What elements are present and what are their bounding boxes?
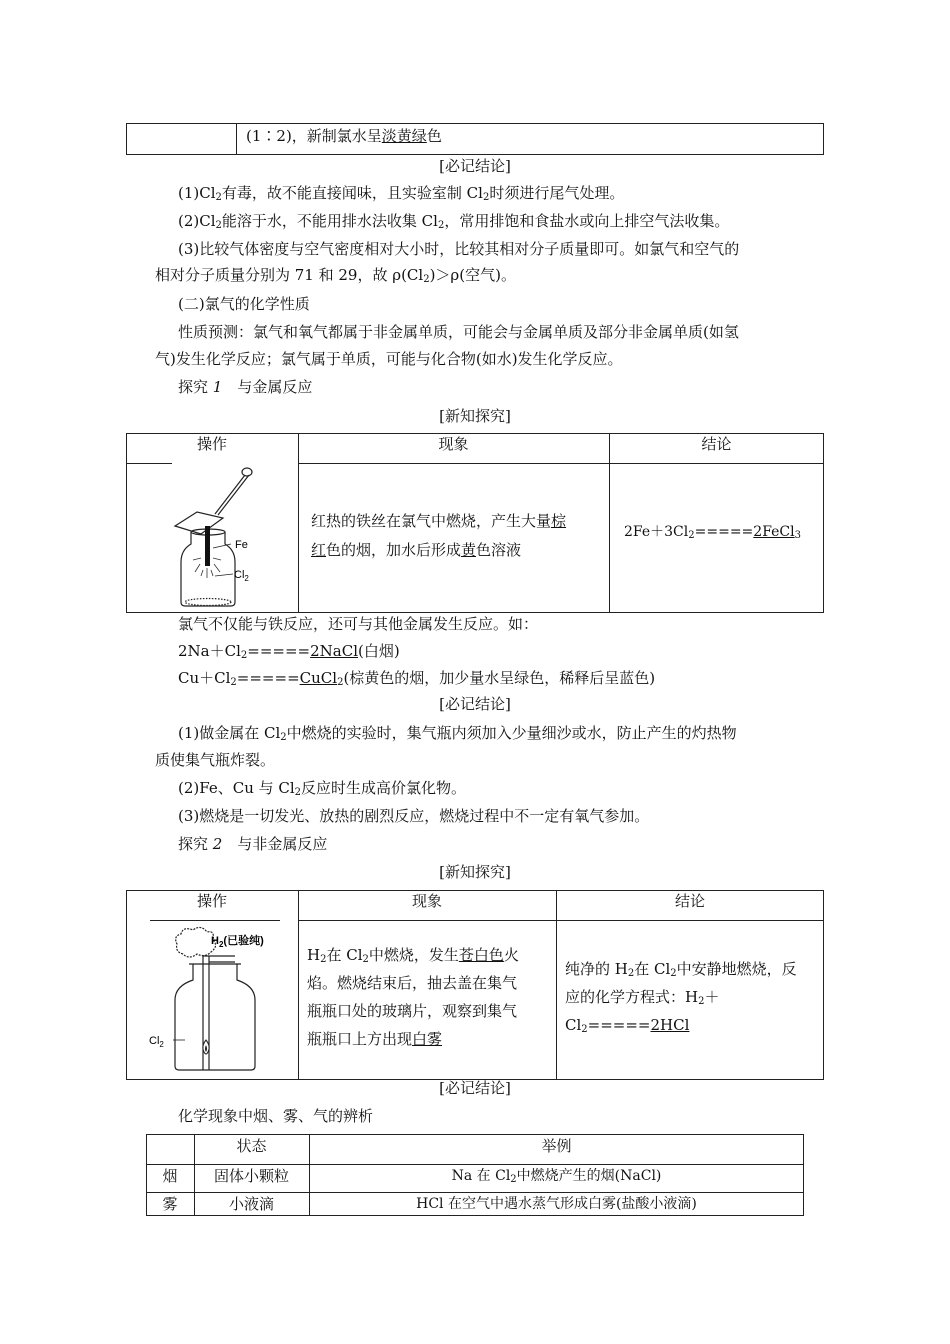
explore1-header-operation: 操作	[196, 435, 227, 453]
glass-cover-plate	[175, 512, 223, 534]
section2-title: (二)氯气的化学性质	[178, 295, 310, 313]
top-table-divider	[236, 123, 237, 155]
top-table-cell	[246, 126, 442, 148]
section3-item3: (3)燃烧是一切发光、放热的剧烈反应，燃烧过程中不一定有氧气参加。	[178, 807, 650, 825]
explore2-header-conclusion: 结论	[674, 892, 705, 910]
smoke-fog-header-state: 状态	[236, 1137, 267, 1155]
row-fog-example: HCl 在空气中遇水蒸气形成白雾(盐酸小液滴)	[416, 1196, 697, 1212]
prediction-line2: 气)发生化学反应；氯气属于单质，可能与化合物(如水)发生化学反应。	[155, 350, 623, 368]
smoke-fog-row-line1	[146, 1164, 804, 1165]
cu-equation: $Cu+Cl_2=====CuCl_2$(棕黄色的烟，加少量水呈绿色，稀释后呈蓝色)	[178, 669, 656, 688]
section1-item1: $(1)Cl_2$有毒，故不能直接闻味，且实验室制 $Cl_2$时须进行尾气处理。	[178, 184, 625, 203]
cl2-label: $Cl_2$	[149, 1035, 164, 1049]
section3-item1-line1: (1)做金属在 $Cl_2$中燃烧的实验时，集气瓶内须加入少量细沙或水，防止产生的灼热物	[178, 724, 737, 743]
explore2-header-operation: 操作	[196, 892, 227, 910]
cell-underlined: 淡黄绿	[381, 127, 427, 145]
top-table	[126, 123, 824, 155]
explore1-col-div2	[609, 433, 610, 613]
explore1-heading: [新知探究]	[439, 407, 511, 425]
section1-heading: [必记结论]	[439, 157, 511, 175]
na-equation: $2Na+Cl_2=====2NaCl$(白烟)	[178, 642, 400, 661]
explore2-col-div1	[298, 890, 299, 1080]
cl2-label: $Cl_2$	[234, 569, 249, 583]
row-smoke-name: 烟	[162, 1167, 178, 1185]
section4-heading: [必记结论]	[439, 1079, 511, 1097]
explore2-heading: [新知探究]	[439, 863, 511, 881]
section3-item1-line2: 质使集气瓶炸裂。	[155, 751, 276, 769]
explore2-col-div2	[556, 890, 557, 1080]
explore2-header-line-right	[298, 920, 824, 921]
metals-intro: 氯气不仅能与铁反应，还可与其他金属发生反应。如：	[178, 615, 539, 633]
smoke-cloud	[176, 927, 216, 957]
explore1-phenomenon: 红热的铁丝在氯气中燃烧，产生大量棕 红色的烟，加水后形成黄色溶液	[311, 512, 567, 559]
section1-item3-line2: 相对分子质量分别为 71 和 29，故 $\rho(Cl_2)>\rho$(空气)。	[155, 266, 516, 285]
explore2-conclusion: 纯净的 $H_2$在 $Cl_2$中安静地燃烧，反 应的化学方程式：$H_2+$ $Cl_2=====2HCl$	[565, 960, 797, 1035]
row-smoke-state: 固体小颗粒	[213, 1167, 289, 1185]
gas-bottle	[175, 964, 255, 1070]
fe-label: Fe	[235, 539, 248, 551]
cell-tail: 色	[426, 127, 442, 145]
explore2-header-phenomenon: 现象	[411, 892, 442, 910]
explore1-col-div1	[298, 433, 299, 613]
wire-coil-handle	[242, 468, 252, 476]
section1-item2: $(2)Cl_2$能溶于水，不能用排水法收集 $Cl_2$，常用排饱和食盐水或向上排空气法收集。	[178, 212, 730, 231]
explore2-phenomenon: $H_2$在 $Cl_2$中燃烧，发生苍白色火 焰。燃烧结束后，抽去盖在集气 瓶瓶口处的玻璃片，观察到集气 瓶瓶口上方出现白雾	[307, 946, 519, 1048]
h2-label: $H_2$(已验纯)	[211, 935, 264, 949]
explore2-header-line-left	[150, 920, 280, 921]
explore1-conclusion: $2Fe+3Cl_2=====2FeCl_3$	[624, 524, 801, 541]
section4-intro: 化学现象中烟、雾、气的辨析	[178, 1107, 374, 1125]
iron-burning-apparatus-figure	[165, 464, 275, 610]
section1-item3-line1: (3)比较气体密度与空气密度相对大小时，比较其相对分子质量即可。如氯气和空气的	[178, 240, 740, 258]
explore1-title: 探究 1 与金属反应	[178, 378, 313, 396]
explore2-title: 探究 2 与非金属反应	[178, 835, 328, 853]
explore1-header-phenomenon: 现象	[438, 435, 469, 453]
hydrogen-burning-apparatus-figure	[145, 922, 295, 1077]
smoke-fog-row-line2	[146, 1192, 804, 1193]
explore1-header-conclusion: 结论	[701, 435, 732, 453]
smoke-fog-header-example: 举例	[541, 1137, 572, 1155]
row-fog-name: 雾	[162, 1195, 178, 1213]
section3-item2: (2)Fe、Cu 与 $Cl_2$反应时生成高价氯化物。	[178, 779, 467, 798]
row-fog-state: 小液滴	[228, 1195, 274, 1213]
section3-heading: [必记结论]	[439, 695, 511, 713]
cell-text: (1∶2)，新制氯水呈	[246, 127, 382, 145]
explore1-header-line-right	[298, 463, 824, 464]
prediction-line1: 性质预测：氯气和氧气都属于非金属单质，可能会与金属单质及部分非金属单质(如氢	[178, 323, 739, 341]
row-smoke-example: Na 在 $Cl_2$中燃烧产生的烟(NaCl)	[451, 1168, 662, 1185]
